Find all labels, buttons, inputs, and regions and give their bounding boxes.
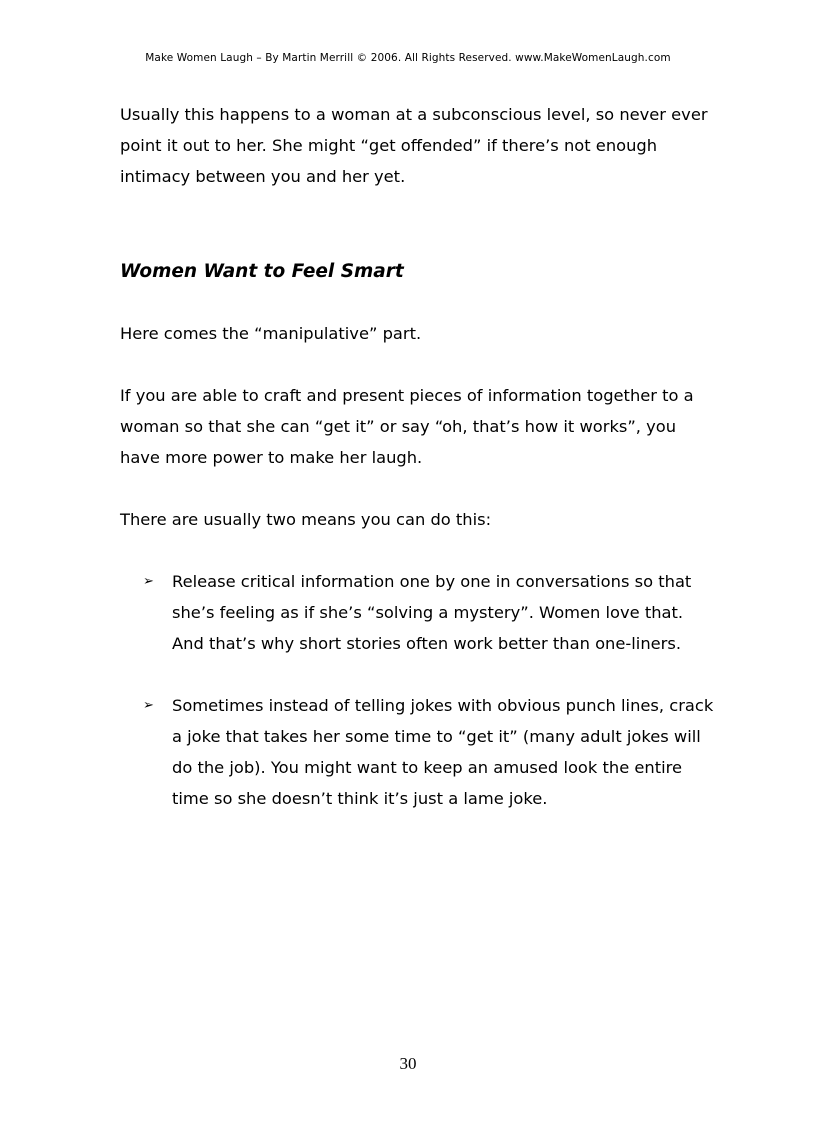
arrowhead-bullet-icon: ➢ bbox=[143, 574, 154, 589]
bullet-list bbox=[120, 566, 720, 814]
intro-paragraph: Usually this happens to a woman at a subconscious level, so never ever point it out to her. She might “get offended” if there’s not enough intimacy between you and her yet. bbox=[120, 105, 708, 186]
paragraph-1: Here comes the “manipulative” part. bbox=[120, 324, 422, 343]
section-heading: Women Want to Feel Smart bbox=[120, 261, 404, 282]
page-number: 30 bbox=[399, 1054, 417, 1073]
running-header: Make Women Laugh – By Martin Merrill © 2006. All Rights Reserved. www.MakeWomenLaugh.com bbox=[145, 52, 671, 64]
list-item-text: Release critical information one by one in conversations so that she’s feeling as if she’s “solving a mystery”. Women love that. And that’s why short stories often work better than one-liners. bbox=[172, 572, 692, 653]
list-item-text: Sometimes instead of telling jokes with obvious punch lines, crack a joke that takes her some time to “get it” (many adult jokes will do the job). You might want to keep an amused look the entire time so she doesn’t think it’s just a lame joke. bbox=[172, 696, 714, 808]
list-item bbox=[120, 566, 720, 659]
list-item bbox=[120, 690, 720, 814]
page-body bbox=[120, 99, 720, 814]
paragraph-3: There are usually two means you can do this: bbox=[120, 510, 492, 529]
arrowhead-bullet-icon: ➢ bbox=[143, 698, 154, 713]
paragraph-2: If you are able to craft and present pieces of information together to a woman so that she can “get it” or say “oh, that’s how it works”, you have more power to make her laugh. bbox=[120, 386, 694, 467]
